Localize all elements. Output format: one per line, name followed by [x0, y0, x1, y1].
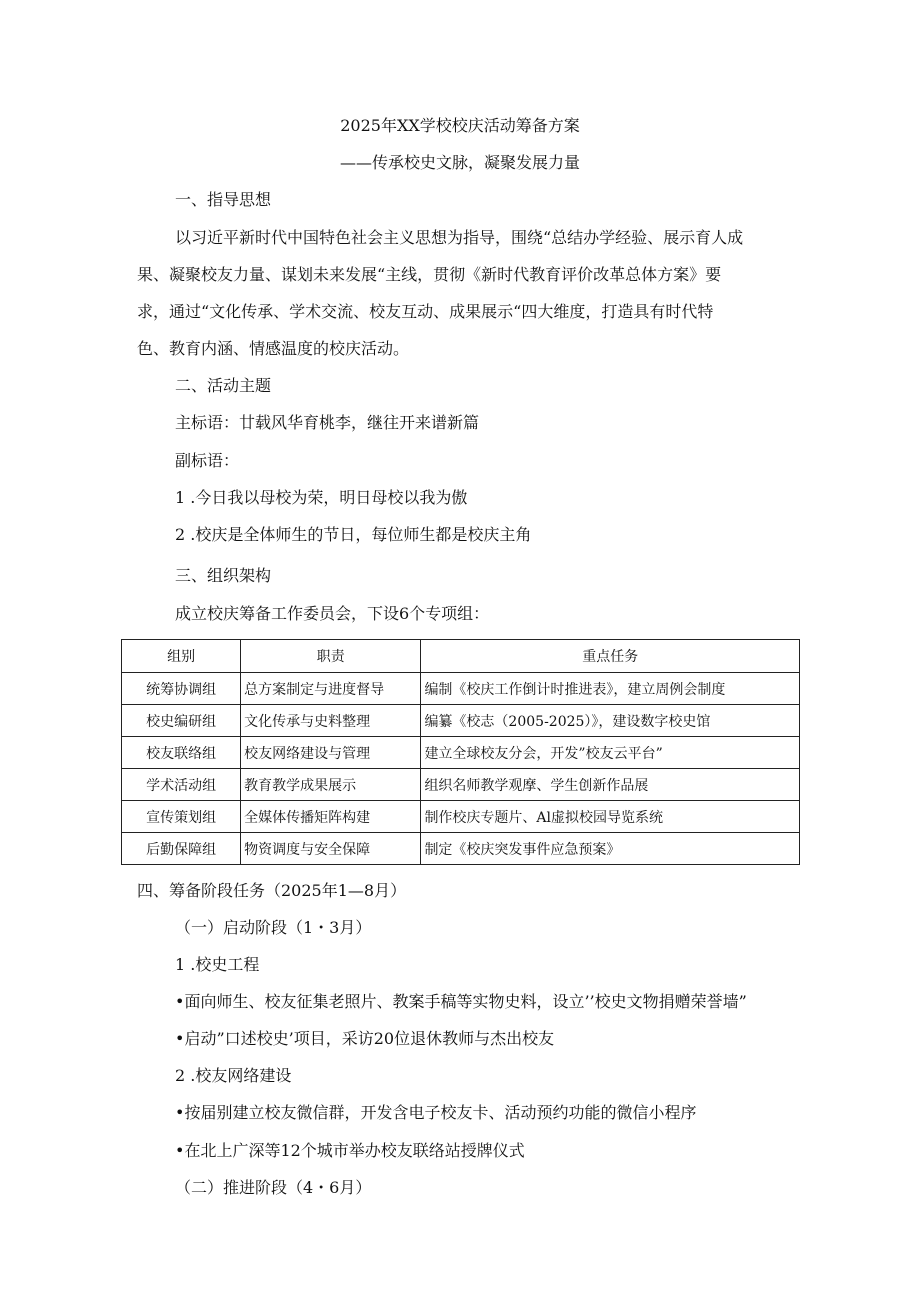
paragraph-line: 以习近平新时代中国特色社会主义思想为指导，围绕“总结办学经验、展示育人成	[175, 228, 744, 247]
table-cell-task: 制定《校庆突发事件应急预案》	[421, 833, 800, 865]
bullet-item: •启动”口述校史’项目，采访20位退休教师与杰出校友	[175, 1029, 555, 1048]
bullet-item: •在北上广深等12个城市举办校友联络站授牌仪式	[175, 1141, 525, 1160]
table-cell-group: 宣传策划组	[122, 801, 241, 833]
paragraph-line: 色、教育内涵、情感温度的校庆活动。	[137, 339, 410, 358]
table-cell-task: 编制《校庆工作倒计时推进表》，建立周例会制度	[421, 673, 800, 705]
table-cell-task: 组织名师教学观摩、学生创新作品展	[421, 769, 800, 801]
item-1-heading: 1 .校史工程	[175, 955, 260, 974]
table-cell-group: 校史编研组	[122, 705, 241, 737]
section-3-intro: 成立校庆筹备工作委员会，下设6个专项组：	[175, 604, 490, 623]
table-header-row	[122, 640, 800, 673]
header-duty: 职责	[241, 640, 421, 673]
section-3-heading: 三、组织架构	[175, 566, 272, 585]
table-cell-duty: 教育教学成果展示	[241, 769, 421, 801]
table-row	[122, 673, 800, 705]
table-cell-task: 编纂《校志（2005-2025）》，建设数字校史馆	[421, 705, 800, 737]
header-key-tasks: 重点任务	[421, 640, 800, 673]
sub-slogan-2: 2 .校庆是全体师生的节日，每位师生都是校庆主角	[175, 525, 532, 544]
table-cell-duty: 总方案制定与进度督导	[241, 673, 421, 705]
organization-table	[121, 639, 800, 865]
header-group: 组别	[122, 640, 241, 673]
table-cell-task: 建立全球校友分会，开发”校友云平台”	[421, 737, 800, 769]
sub-slogan-1: 1 .今日我以母校为荣，明日母校以我为傲	[175, 488, 468, 507]
item-2-heading: 2 .校友网络建设	[175, 1066, 292, 1085]
paragraph-line: 果、凝聚校友力量、谋划未来发展“主线，贯彻《新时代教育评价改革总体方案》要	[137, 265, 722, 284]
table-row	[122, 801, 800, 833]
table-cell-duty: 物资调度与安全保障	[241, 833, 421, 865]
section-1-heading: 一、指导思想	[175, 190, 272, 209]
table-cell-group: 校友联络组	[122, 737, 241, 769]
table-row	[122, 769, 800, 801]
table-cell-group: 学术活动组	[122, 769, 241, 801]
table-row	[122, 737, 800, 769]
table-cell-duty: 文化传承与史料整理	[241, 705, 421, 737]
table-cell-duty: 全媒体传播矩阵构建	[241, 801, 421, 833]
table-cell-group: 后勤保障组	[122, 833, 241, 865]
bullet-item: •按届别建立校友微信群，开发含电子校友卡、活动预约功能的微信小程序	[175, 1103, 697, 1122]
document-subtitle: ——传承校史文脉，凝聚发展力量	[339, 153, 580, 172]
document-title: 2025年XX学校校庆活动筹备方案	[340, 116, 580, 135]
paragraph-line: 求，通过“文化传承、学术交流、校友互动、成果展示“四大维度，打造具有时代特	[137, 302, 714, 321]
table-cell-duty: 校友网络建设与管理	[241, 737, 421, 769]
phase-2-heading: （二）推进阶段（4・6月）	[175, 1178, 372, 1197]
main-slogan: 主标语：廿载风华育桃李，继往开来谱新篇	[175, 413, 480, 432]
table-cell-group: 统筹协调组	[122, 673, 241, 705]
table-cell-task: 制作校庆专题片、Al虚拟校园导览系统	[421, 801, 800, 833]
section-4-heading: 四、筹备阶段任务（2025年1—8月）	[137, 881, 407, 900]
table-row	[122, 705, 800, 737]
phase-1-heading: （一）启动阶段（1・3月）	[175, 918, 372, 937]
bullet-item: •面向师生、校友征集老照片、教案手稿等实物史料，设立’’校史文物捐赠荣誉墙”	[175, 992, 747, 1011]
table-row	[122, 833, 800, 865]
sub-slogan-label: 副标语：	[175, 451, 240, 470]
section-2-heading: 二、活动主题	[175, 376, 272, 395]
